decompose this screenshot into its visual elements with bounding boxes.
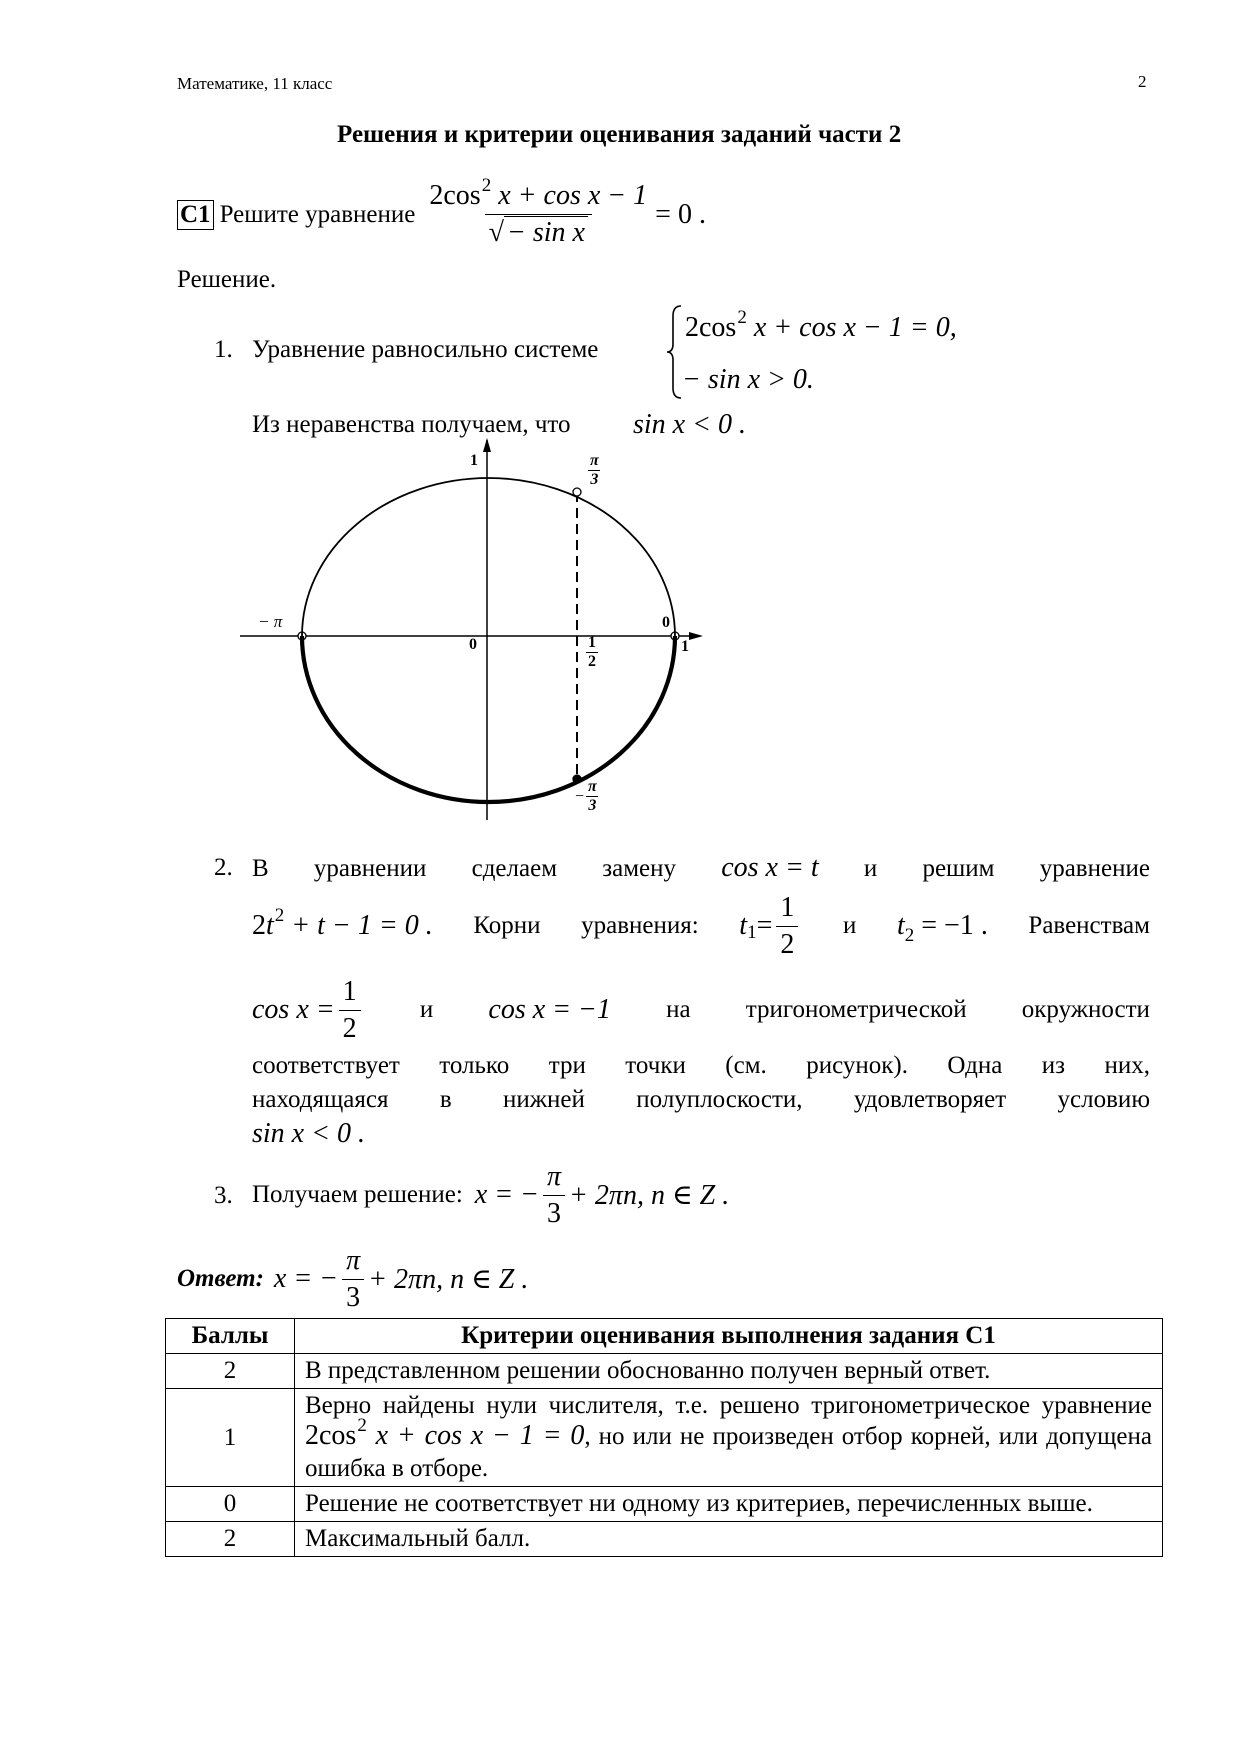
step2-line1: В уравнении сделаем замену cos x = t и решим уравнение	[252, 852, 1150, 883]
step2-number: 2.	[214, 854, 233, 881]
eq-den: − sin x	[504, 216, 588, 248]
label-y-one: 1	[470, 452, 478, 469]
step2-line5: находящаяся в нижней полуплоскости, удовлетворяет условию	[252, 1086, 1150, 1113]
row3-points: 0	[166, 1487, 295, 1522]
row3-desc: Решение не соответствует ни одному из критериев, перечисленных выше.	[295, 1487, 1163, 1522]
inequality-text: Из неравенства получаем, что	[252, 411, 571, 438]
task-prompt: Решите уравнение	[219, 200, 416, 228]
system-eq1: $2\cos^2$ x + cos x − 1 = 0,	[685, 307, 957, 343]
page-header-left: Математике, 11 класс	[177, 74, 333, 93]
row2-desc: Верно найдены нули числителя, т.е. решено тригонометрическое уравнение $2\cos^2$ x + cos x − 1 = 0, но или не произведен отбор корней, или допущена ошибка в отборе.	[295, 1389, 1163, 1487]
label-pi-over-3: $\frac{\pi}{3}$	[590, 452, 599, 488]
step1-text: Уравнение равносильно системе	[252, 336, 599, 363]
eq-num-b: x + cos x − 1	[491, 180, 648, 211]
table-row	[166, 1354, 1163, 1389]
solution-label: Решение.	[177, 266, 277, 293]
eq-num-a: 2cos	[429, 180, 481, 211]
answer-line: Ответ: x = − $\frac{\pi}{3}$ + 2πn, n ∈ Z .	[177, 1244, 529, 1313]
label-origin: 0	[469, 636, 477, 653]
label-one-half: $\frac{1}{2}$	[588, 634, 596, 670]
col-header-criteria: Критерии оценивания выполнения задания С1	[295, 1319, 1163, 1354]
row2-points: 1	[166, 1389, 295, 1487]
row1-desc: В представленном решении обоснованно получен верный ответ.	[295, 1354, 1163, 1389]
step2-line6: sin x < 0 .	[252, 1118, 365, 1149]
label-minus-pi-over-3: − $\frac{\pi}{3}$	[575, 778, 597, 814]
table-row	[166, 1522, 1163, 1557]
col-header-points: Баллы	[166, 1319, 295, 1354]
eq-rhs: = 0 .	[655, 198, 706, 230]
step2-line2: $2t^2 + t - 1 = 0$ . Корни уравнения: t 1 = $\frac{1}{2}$ и $t_2 = -1$ . Равенствам	[252, 891, 1150, 960]
page-number: 2	[1138, 72, 1147, 91]
step3-number: 3.	[214, 1182, 233, 1209]
step2-line3: cos x = $\frac{1}{2}$ и cos x = −1 на тригонометрической окружности	[252, 975, 1150, 1044]
page-title: Решения и критерии оценивания заданий части 2	[337, 121, 902, 148]
row1-points: 2	[166, 1354, 295, 1389]
table-row	[166, 1487, 1163, 1522]
eq-num-exp: 2	[481, 175, 492, 196]
step1-number: 1.	[214, 336, 233, 363]
step3-line: Получаем решение: x = − $\frac{\pi}{3}$ + 2πn, n ∈ Z .	[252, 1160, 730, 1229]
row4-points: 2	[166, 1522, 295, 1557]
table-row	[166, 1389, 1163, 1487]
system-eq2: − sin x > 0.	[682, 364, 814, 395]
table-header-row	[166, 1319, 1163, 1354]
ellipse-upper-half	[302, 478, 675, 636]
label-x-one: 1	[681, 638, 689, 655]
task-equation-fraction: $\frac{2\cos^2 x + \cos x - 1}{\text{√ − sin x}}$	[429, 175, 648, 248]
step2-line4: соответствует только три точки (см. рисунок). Одна из них,	[252, 1052, 1150, 1079]
row4-desc: Максимальный балл.	[295, 1522, 1163, 1557]
task-label: С1	[177, 200, 214, 230]
ellipse-lower-half	[302, 636, 675, 802]
label-zero-right: 0	[662, 614, 670, 631]
inequality-math: sin x < 0 .	[633, 409, 746, 440]
label-minus-pi: − π	[258, 612, 283, 631]
criteria-table	[165, 1318, 1163, 1557]
